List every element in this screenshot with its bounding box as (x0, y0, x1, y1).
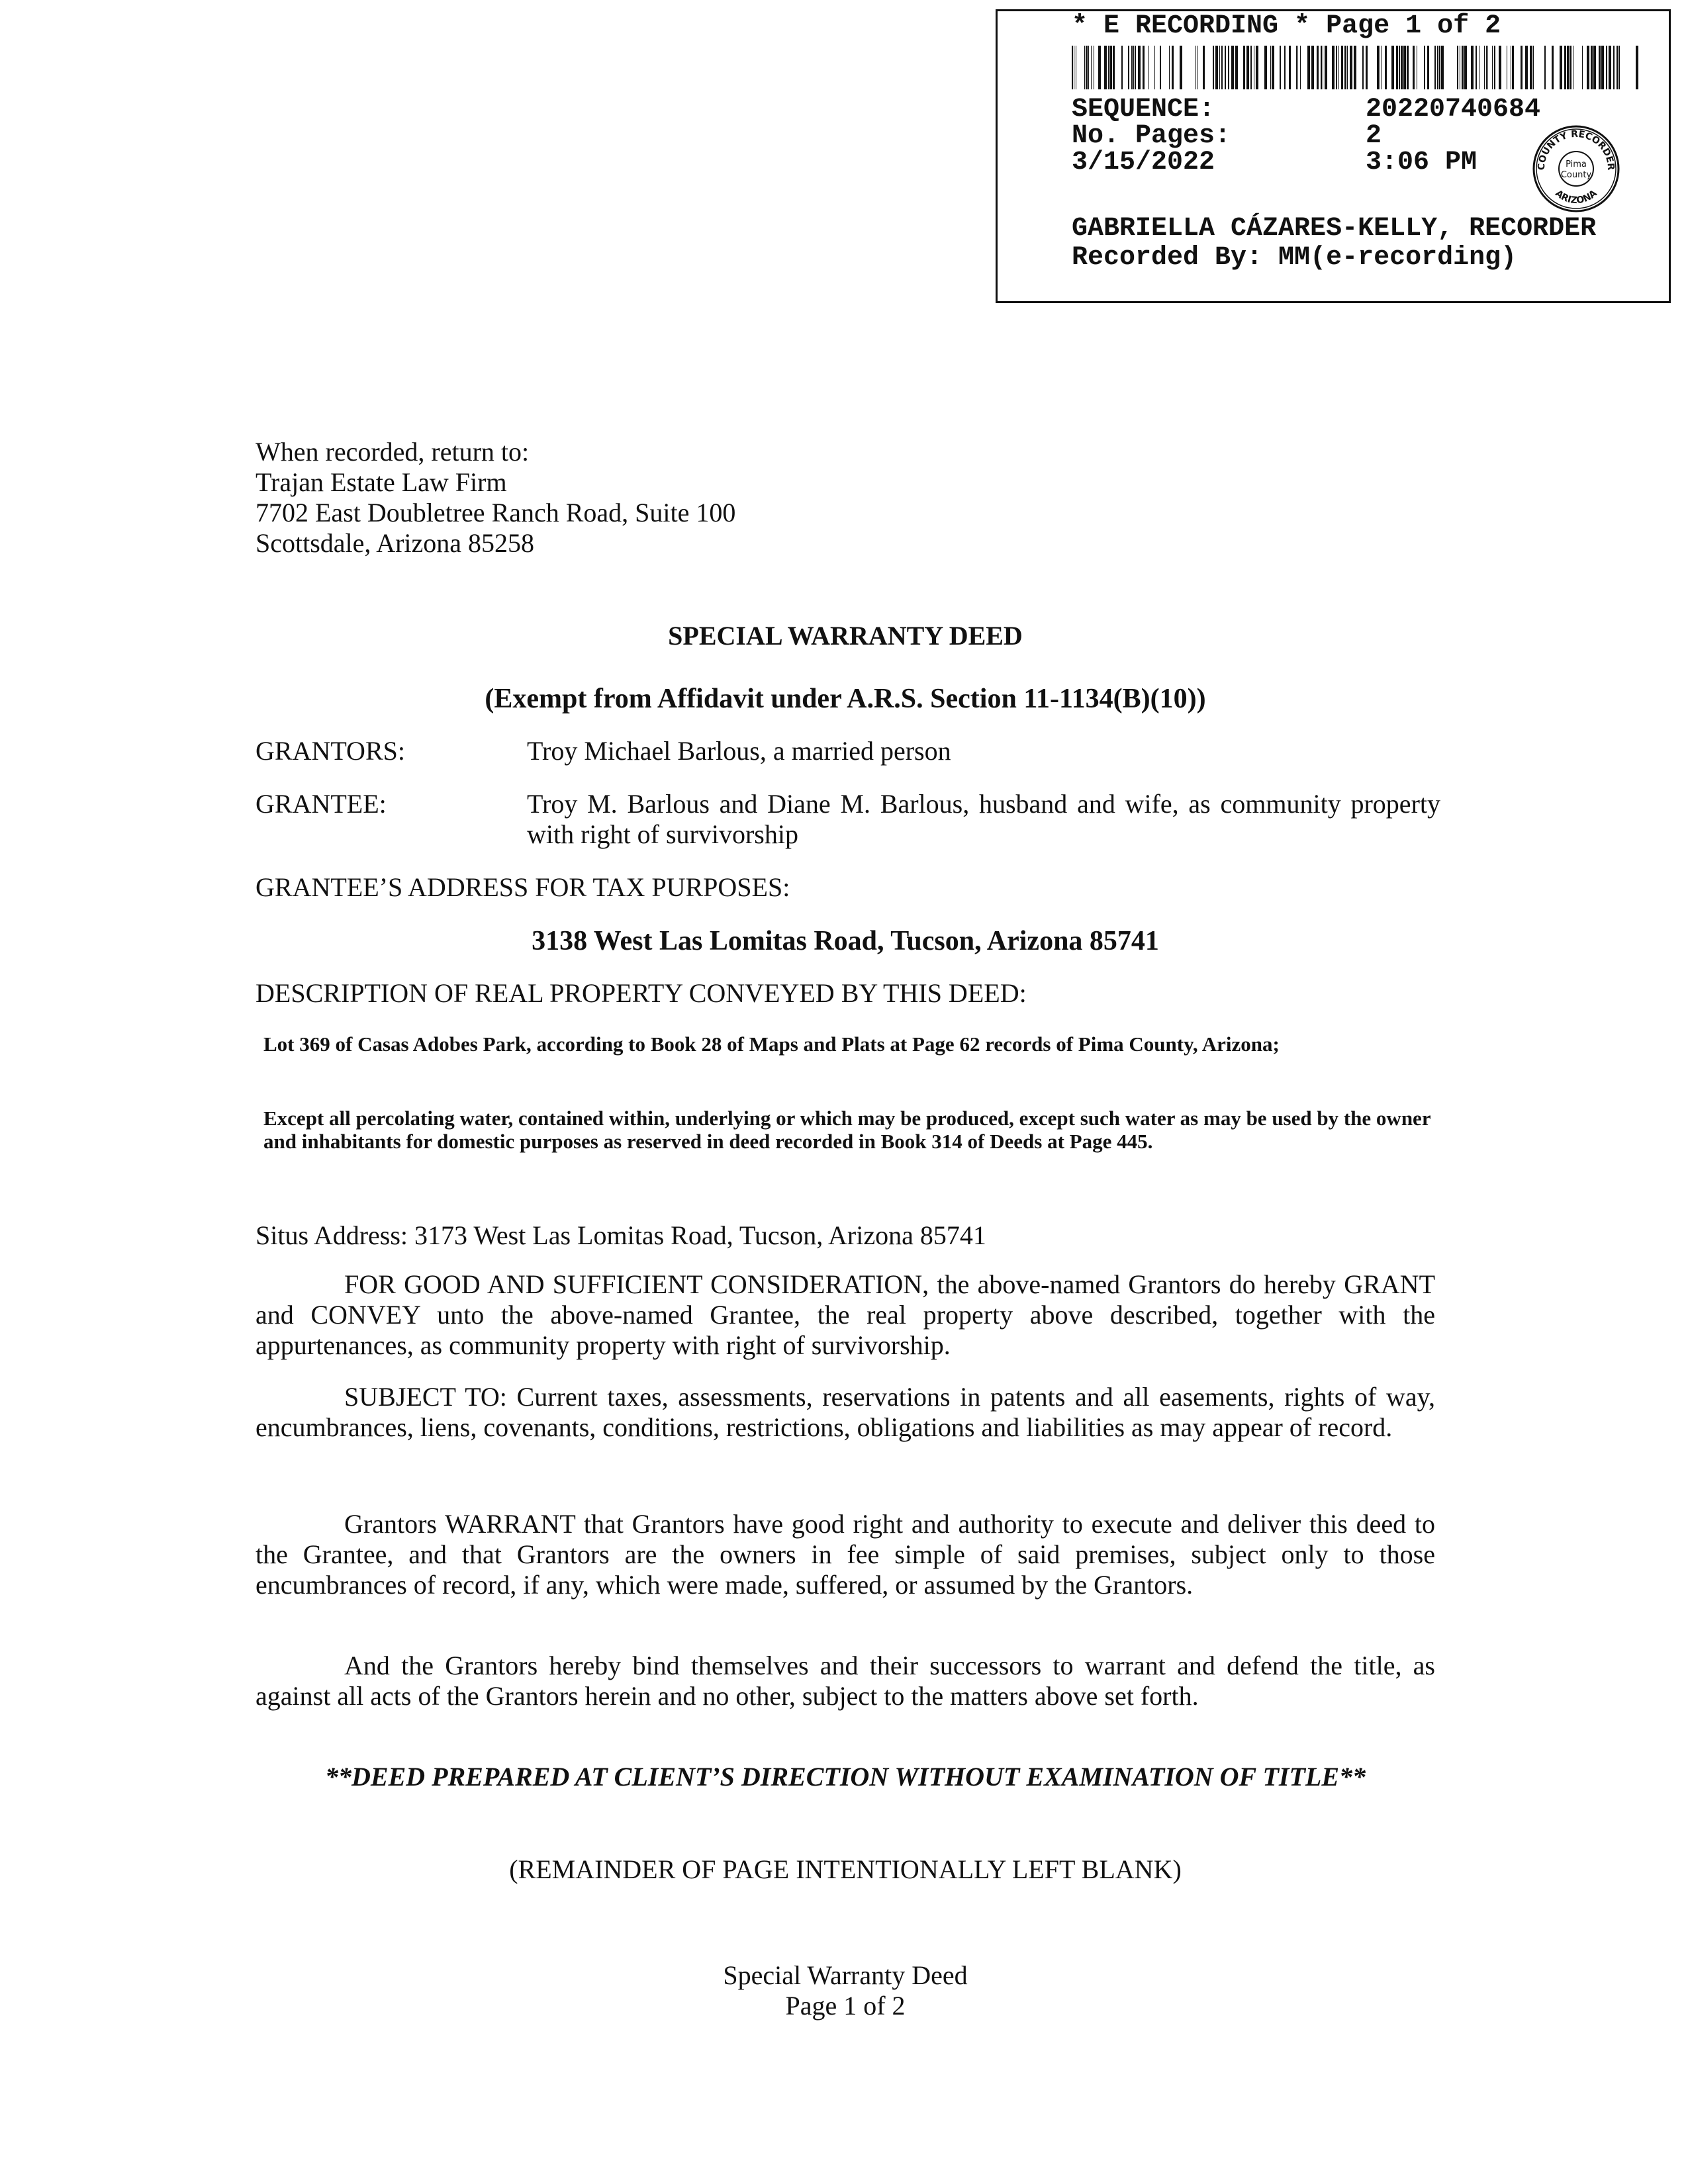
barcode-bar (1564, 46, 1566, 89)
barcode-bar (1235, 46, 1238, 89)
barcode-bar (1613, 46, 1615, 89)
barcode-bar (1172, 46, 1174, 89)
barcode-bar (1213, 46, 1214, 89)
barcode-bar (1332, 46, 1335, 89)
recording-time: 3:06 PM (1366, 148, 1477, 177)
sequence-value: 20220740684 (1366, 95, 1541, 124)
grantee-label: GRANTEE: (256, 789, 387, 819)
barcode-bar (1362, 46, 1364, 89)
barcode-bar (1289, 46, 1291, 89)
barcode-bar (1427, 46, 1429, 89)
barcode-bar (1131, 46, 1133, 89)
barcode-bar (1441, 46, 1444, 89)
barcode-bar (1399, 46, 1400, 89)
barcode-bar (1108, 46, 1109, 89)
barcode-bar (1311, 46, 1314, 89)
barcode-bar (1601, 46, 1604, 89)
recording-stamp (996, 9, 1671, 303)
barcode-bar (1619, 46, 1620, 89)
barcode-bar (1636, 46, 1638, 89)
document-subtitle: (Exempt from Affidavit under A.R.S. Section 11-1134(B)(10)) (485, 684, 1206, 714)
barcode-bar (1476, 46, 1477, 89)
barcode-bar (1552, 46, 1554, 89)
tax-address-label: GRANTEE’S ADDRESS FOR TAX PURPOSES: (256, 872, 790, 902)
barcode-bar (1464, 46, 1467, 89)
barcode-bar (1072, 46, 1073, 89)
barcode-bar (1401, 46, 1403, 89)
barcode-bar (1086, 46, 1088, 89)
barcode (1072, 46, 1638, 89)
barcode-bar (1138, 46, 1141, 89)
barcode-bar (1113, 46, 1115, 89)
barcode-bar (1264, 46, 1267, 89)
barcode-bar (1391, 46, 1394, 89)
legal-description-exception: Except all percolating water, contained within, underlying or which may be produced, except such water as may be used by the owner and inhabitants for domestic purposes as reserved in deed recorded in Book 314 of Deeds at Page 445. (263, 1107, 1431, 1153)
barcode-bar (1350, 46, 1352, 89)
barcode-bar (1347, 46, 1348, 89)
barcode-bar (1437, 46, 1438, 89)
legal-description-lot: Lot 369 of Casas Adobes Park, according to Book 28 of Maps and Plats at Page 62 records of Pima County, Arizona; (263, 1032, 1280, 1056)
barcode-bar (1521, 46, 1523, 89)
recording-date: 3/15/2022 (1072, 148, 1215, 177)
svg-text:County: County (1560, 170, 1592, 180)
barcode-bar (1219, 46, 1220, 89)
barcode-bar (1272, 46, 1274, 89)
barcode-bar (1512, 46, 1514, 89)
barcode-bar (1280, 46, 1281, 89)
barcode-bar (1396, 46, 1398, 89)
barcode-bar (1424, 46, 1425, 89)
tax-address: 3138 West Las Lomitas Road, Tucson, Arizona 85741 (532, 926, 1159, 956)
barcode-bar (1231, 46, 1234, 89)
barcode-bar (1084, 46, 1085, 89)
barcode-bar (1091, 46, 1092, 89)
return-to-line: When recorded, return to: (256, 437, 530, 467)
barcode-bar (1593, 46, 1596, 89)
barcode-bar (1587, 46, 1589, 89)
recorder-name: GABRIELLA CÁZARES-KELLY, RECORDER (1072, 214, 1597, 244)
barcode-bar (1169, 46, 1170, 89)
barcode-bar (1544, 46, 1546, 89)
barcode-bar (1582, 46, 1583, 89)
barcode-bar (1121, 46, 1123, 89)
document-title: SPECIAL WARRANTY DEED (668, 621, 1023, 651)
barcode-bar (1457, 46, 1458, 89)
barcode-bar (1336, 46, 1337, 89)
barcode-bar (1203, 46, 1205, 89)
barcode-bar (1560, 46, 1562, 89)
barcode-bar (1407, 46, 1409, 89)
barcode-bar (1215, 46, 1218, 89)
barcode-bar (1434, 46, 1436, 89)
barcode-bar (1377, 46, 1379, 89)
barcode-bar (1098, 46, 1101, 89)
barcode-bar (1338, 46, 1339, 89)
return-to-line: Scottsdale, Arizona 85258 (256, 528, 535, 558)
barcode-bar (1609, 46, 1611, 89)
barcode-bar (1567, 46, 1570, 89)
barcode-bar (1104, 46, 1107, 89)
barcode-bar (1297, 46, 1298, 89)
barcode-bar (1109, 46, 1112, 89)
warrant-paragraph: Grantors WARRANT that Grantors have good right and authority to execute and deliver this deed to the Grantee, and that Grantors are the owners in fee simple of said premises, subject only to those encumbrances of record, if any, which were made, suffered, or assumed by the Grantors. (256, 1509, 1435, 1600)
footer-page-number: Page 1 of 2 (785, 1991, 906, 2021)
barcode-bar (1439, 46, 1440, 89)
barcode-bar (1270, 46, 1271, 89)
barcode-bar (1403, 46, 1406, 89)
prepared-notice: **DEED PREPARED AT CLIENT’S DIRECTION WITHOUT EXAMINATION OF TITLE** (324, 1762, 1366, 1792)
return-to-line: 7702 East Doubletree Ranch Road, Suite 100 (256, 498, 736, 527)
barcode-bar (1492, 46, 1493, 89)
barcode-bar (1300, 46, 1301, 89)
barcode-bar (1599, 46, 1601, 89)
barcode-bar (1487, 46, 1488, 89)
barcode-bar (1088, 46, 1089, 89)
barcode-bar (1160, 46, 1161, 89)
barcode-bar (1225, 46, 1226, 89)
barcode-bar (1133, 46, 1134, 89)
barcode-bar (1533, 46, 1534, 89)
barcode-bar (1143, 46, 1145, 89)
barcode-bar (1570, 46, 1571, 89)
county-recorder-seal (1530, 122, 1622, 215)
remainder-notice: (REMAINDER OF PAGE INTENTIONALLY LEFT BLANK) (509, 1854, 1182, 1884)
barcode-bar (1307, 46, 1310, 89)
barcode-bar (1135, 46, 1136, 89)
barcode-bar (1243, 46, 1245, 89)
footer-title: Special Warranty Deed (723, 1960, 968, 1990)
return-to-line: Trajan Estate Law Firm (256, 467, 507, 497)
grant-paragraph: FOR GOOD AND SUFFICIENT CONSIDERATION, the above-named Grantors do hereby GRANT and CONVEY unto the above-named Grantee, the real property above described, together with the appurtenances, as community property with right of survivorship. (256, 1269, 1435, 1360)
defend-paragraph: And the Grantors hereby bind themselves and their successors to warrant and defend the title, as against all acts of the Grantors herein and no other, subject to the matters above set forth. (256, 1651, 1435, 1711)
return-to-block (256, 437, 1182, 559)
barcode-bar (1385, 46, 1387, 89)
barcode-bar (1325, 46, 1327, 89)
grantee-value: Troy M. Barlous and Diane M. Barlous, husband and wife, as community property with right of survivorship (527, 789, 1440, 849)
barcode-bar (1221, 46, 1223, 89)
barcode-bar (1354, 46, 1356, 89)
barcode-bar (1525, 46, 1528, 89)
barcode-bar (1606, 46, 1607, 89)
barcode-bar (1494, 46, 1495, 89)
pages-value: 2 (1366, 121, 1382, 151)
barcode-bar (1317, 46, 1319, 89)
stamp-header: * E RECORDING * Page 1 of 2 (1072, 11, 1501, 41)
barcode-bar (1284, 46, 1286, 89)
barcode-bar (1321, 46, 1322, 89)
barcode-bar (1256, 46, 1258, 89)
svg-text:Pima: Pima (1566, 159, 1587, 169)
barcode-bar (1471, 46, 1474, 89)
barcode-bar (1344, 46, 1346, 89)
barcode-bar (1462, 46, 1464, 89)
pages-label: No. Pages: (1072, 121, 1231, 151)
barcode-bar (1484, 46, 1485, 89)
svg-text:ARIZONA: ARIZONA (1553, 188, 1599, 206)
barcode-bar (1246, 46, 1249, 89)
situs-address: Situs Address: 3173 West Las Lomitas Road, Tucson, Arizona 85741 (256, 1220, 986, 1250)
barcode-bar (1617, 46, 1618, 89)
barcode-bar (1413, 46, 1415, 89)
barcode-bar (1228, 46, 1229, 89)
barcode-bar (1530, 46, 1532, 89)
grantors-value: Troy Michael Barlous, a married person (527, 736, 951, 766)
recorded-by: Recorded By: MM(e-recording) (1072, 243, 1517, 273)
barcode-bar (1148, 46, 1149, 89)
subject-to-paragraph: SUBJECT TO: Current taxes, assessments, reservations in patents and all easements, rights of way, encumbrances, liens, covenants, conditions, restrictions, obligations and liabilities as may appear of record. (256, 1382, 1435, 1442)
barcode-bar (1366, 46, 1368, 89)
grantors-label: GRANTORS: (256, 736, 405, 766)
barcode-bar (1499, 46, 1501, 89)
description-label: DESCRIPTION OF REAL PROPERTY CONVEYED BY THIS DEED: (256, 978, 1027, 1008)
svg-text:COUNTY RECORDER: COUNTY RECORDER (1536, 128, 1617, 171)
barcode-bar (1250, 46, 1252, 89)
barcode-bar (1154, 46, 1155, 89)
sequence-label: SEQUENCE: (1072, 95, 1215, 124)
barcode-bar (1195, 46, 1196, 89)
barcode-bar (1296, 46, 1297, 89)
barcode-bar (1341, 46, 1343, 89)
barcode-bar (1591, 46, 1593, 89)
barcode-bar (1180, 46, 1182, 89)
barcode-bar (1486, 46, 1487, 89)
barcode-bar (1128, 46, 1129, 89)
